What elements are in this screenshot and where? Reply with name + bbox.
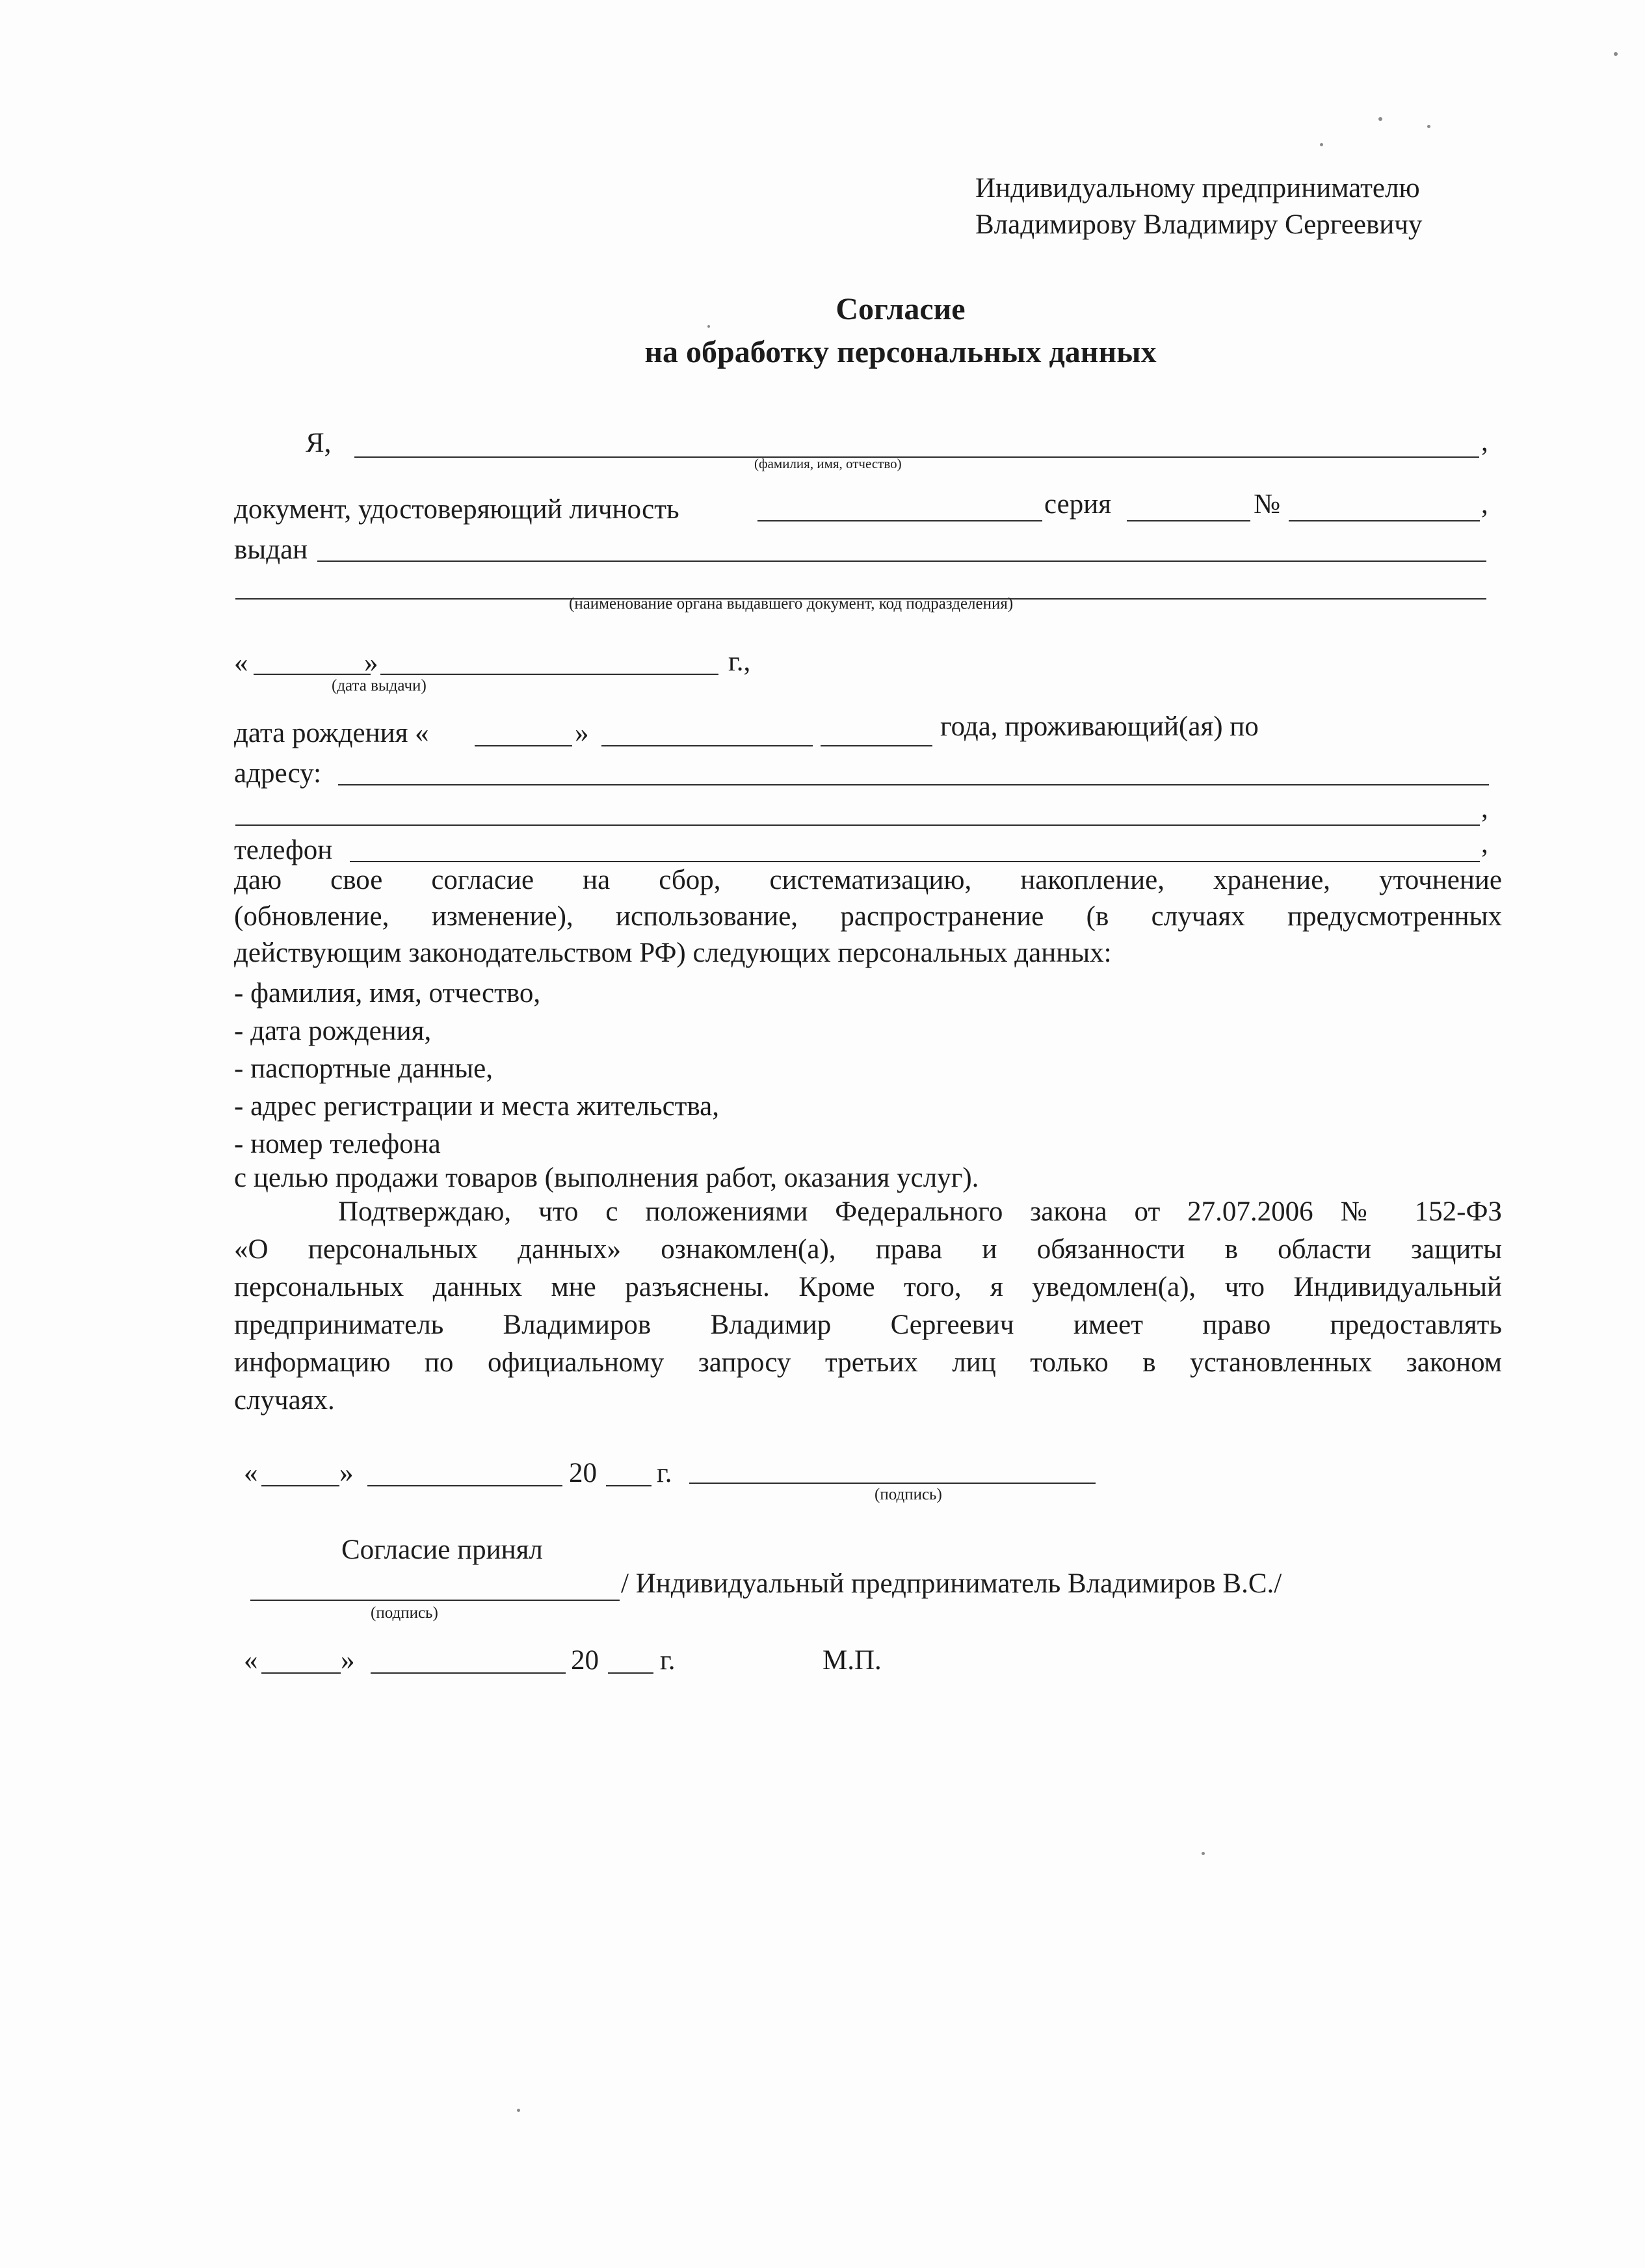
consenter-signature-field[interactable] bbox=[689, 1483, 1096, 1484]
scan-speck bbox=[1320, 143, 1323, 146]
series-field[interactable] bbox=[1127, 520, 1250, 521]
sign-year-prefix: 20 bbox=[569, 1458, 597, 1488]
list-item: - адрес регистрации и места жительства, bbox=[234, 1091, 720, 1122]
issued-field[interactable] bbox=[317, 560, 1486, 562]
address-field[interactable] bbox=[338, 784, 1489, 785]
signature-caption: (подпись) bbox=[875, 1486, 942, 1503]
accept-year-field[interactable] bbox=[608, 1672, 653, 1674]
addressee-line-2: Владимирову Владимиру Сергеевичу bbox=[975, 209, 1423, 240]
ip-signature-caption: (подпись) bbox=[371, 1604, 438, 1622]
issue-year-suffix: г., bbox=[728, 646, 751, 677]
birth-label: дата рождения « bbox=[234, 718, 429, 748]
number-comma: , bbox=[1481, 489, 1488, 520]
confirm-line-1: Подтверждаю, что с положениями Федерального закона от 27.07.2006 № 152-ФЗ bbox=[338, 1196, 1502, 1227]
confirm-line-5: информацию по официальному запросу третьих лиц только в установленных законом bbox=[234, 1347, 1502, 1378]
list-item: - номер телефона bbox=[234, 1129, 441, 1159]
issued-label: выдан bbox=[234, 534, 308, 565]
confirm-line-3: персональных данных мне разъяснены. Кроме того, я уведомлен(а), что Индивидуальный bbox=[234, 1272, 1502, 1302]
accepted-label: Согласие принял bbox=[341, 1535, 543, 1565]
list-item: - дата рождения, bbox=[234, 1016, 432, 1046]
sign-year-field[interactable] bbox=[606, 1485, 651, 1486]
phone-comma: , bbox=[1481, 828, 1488, 859]
birth-year-field[interactable] bbox=[821, 745, 932, 746]
confirm-line-2: «О персональных данных» ознакомлен(а), права и обязанности в области защиты bbox=[234, 1234, 1502, 1265]
consent-line-1: даю свое согласие на сбор, систематизацию, накопление, хранение, уточнение bbox=[234, 865, 1502, 895]
issue-date-caption: (дата выдачи) bbox=[332, 677, 427, 694]
address-label: адресу: bbox=[234, 758, 322, 789]
scan-speck bbox=[1427, 125, 1430, 128]
ip-name: / Индивидуальный предприниматель Владимиров В.С./ bbox=[621, 1568, 1282, 1599]
scan-speck bbox=[707, 325, 710, 328]
document-title: Согласие bbox=[836, 292, 966, 326]
number-field[interactable] bbox=[1289, 520, 1480, 521]
i-label: Я, bbox=[306, 428, 332, 458]
number-label: № bbox=[1254, 489, 1281, 520]
consent-line-3: действующим законодательством РФ) следующих персональных данных: bbox=[234, 938, 1112, 968]
list-item: - фамилия, имя, отчество, bbox=[234, 978, 541, 1009]
issue-date-close: » bbox=[364, 648, 378, 678]
ip-signature-field[interactable] bbox=[250, 1600, 620, 1601]
scan-speck bbox=[1202, 1852, 1205, 1855]
birth-day-field[interactable] bbox=[475, 745, 572, 746]
document-subtitle: на обработку персональных данных bbox=[644, 335, 1157, 369]
issue-day-field[interactable] bbox=[254, 674, 371, 675]
scan-speck bbox=[1378, 117, 1382, 121]
phone-label: телефон bbox=[234, 835, 333, 865]
accept-year-prefix: 20 bbox=[571, 1645, 599, 1676]
fio-caption: (фамилия, имя, отчество) bbox=[754, 456, 902, 471]
series-label: серия bbox=[1044, 489, 1111, 520]
fio-field[interactable] bbox=[354, 456, 1479, 458]
sign-month-field[interactable] bbox=[367, 1485, 562, 1486]
seal-label: М.П. bbox=[822, 1645, 882, 1676]
accept-date-close: » bbox=[341, 1645, 355, 1676]
address-field-2[interactable] bbox=[235, 824, 1480, 826]
address-comma: , bbox=[1481, 793, 1488, 824]
sign-date-open: « bbox=[244, 1458, 258, 1488]
accept-month-field[interactable] bbox=[371, 1672, 566, 1674]
sign-date-close: » bbox=[339, 1458, 354, 1488]
confirm-line-6: случаях. bbox=[234, 1385, 335, 1416]
scan-speck bbox=[517, 2109, 520, 2112]
issue-date-open: « bbox=[234, 648, 248, 678]
issuer-caption: (наименование органа выдавшего документ, код подразделения) bbox=[569, 595, 1014, 613]
consent-line-2: (обновление, изменение), использование, распространение (в случаях предусмотренных bbox=[234, 901, 1502, 932]
list-item: - паспортные данные, bbox=[234, 1053, 493, 1084]
birth-tail: года, проживающий(ая) по bbox=[940, 711, 1259, 742]
sign-day-field[interactable] bbox=[261, 1485, 339, 1486]
id-doc-label: документ, удостоверяющий личность bbox=[234, 494, 679, 525]
id-doc-field[interactable] bbox=[757, 520, 1042, 521]
fio-comma: , bbox=[1481, 427, 1488, 457]
accept-day-field[interactable] bbox=[261, 1672, 341, 1674]
sign-year-suffix: г. bbox=[657, 1458, 672, 1488]
birth-month-field[interactable] bbox=[601, 745, 813, 746]
purpose-text: с целью продажи товаров (выполнения работ, оказания услуг). bbox=[234, 1163, 979, 1193]
addressee-line-1: Индивидуальному предпринимателю bbox=[975, 173, 1420, 204]
issue-month-field[interactable] bbox=[380, 674, 718, 675]
confirm-line-4: предприниматель Владимиров Владимир Сергеевич имеет право предоставлять bbox=[234, 1310, 1502, 1340]
accept-year-suffix: г. bbox=[660, 1645, 676, 1676]
scan-speck bbox=[1614, 52, 1618, 56]
accept-date-open: « bbox=[244, 1645, 258, 1676]
birth-close: » bbox=[575, 718, 589, 748]
